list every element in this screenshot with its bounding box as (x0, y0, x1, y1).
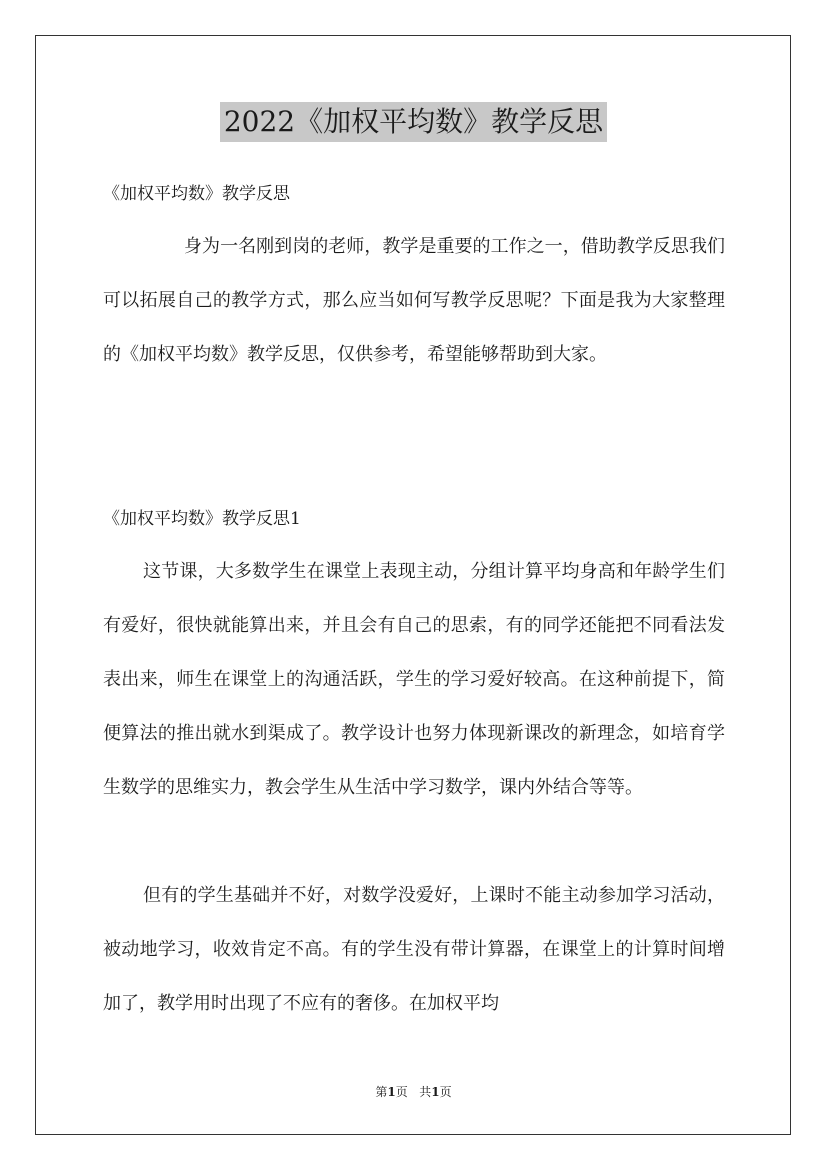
page-label-prefix: 第 (375, 1085, 388, 1099)
intro-paragraph: 身为一名刚到岗的老师，教学是重要的工作之一，借助教学反思我们可以拓展自己的教学方式，那么应当如何写教学反思呢？下面是我为大家整理的《加权平均数》教学反思，仅供参考，希望能够帮助到大家。 (103, 236, 725, 365)
page-label-suffix: 页 (395, 1085, 408, 1099)
section-heading: 《加权平均数》教学反思1 (103, 509, 301, 529)
total-label-prefix: 共 (419, 1085, 432, 1099)
document-title: 2022《加权平均数》教学反思 (220, 102, 607, 142)
page-total: 1 (431, 1085, 440, 1099)
body-paragraph-2: 但有的学生基础并不好，对数学没爱好，上课时不能主动参加学习活动，被动地学习，收效肯定不高。有的学生没有带计算器，在课堂上的计算时间增加了，教学用时出现了不应有的奢侈。在加权平均 (103, 885, 725, 1014)
page-current: 1 (387, 1085, 396, 1099)
title-wrap (0, 102, 827, 142)
total-label-suffix: 页 (439, 1085, 452, 1099)
body-paragraph-1: 这节课，大多数学生在课堂上表现主动，分组计算平均身高和年龄学生们有爱好，很快就能算出来，并且会有自己的思索，有的同学还能把不同看法发表出来，师生在课堂上的沟通活跃，学生的学习爱好较高。在这种前提下，简便算法的推出就水到渠成了。教学设计也努力体现新课改的新理念，如培育学生数学的思维实力，教会学生从生活中学习数学，课内外结合等等。 (103, 561, 725, 798)
document-subtitle: 《加权平均数》教学反思 (103, 184, 290, 204)
page-footer (0, 1084, 827, 1100)
